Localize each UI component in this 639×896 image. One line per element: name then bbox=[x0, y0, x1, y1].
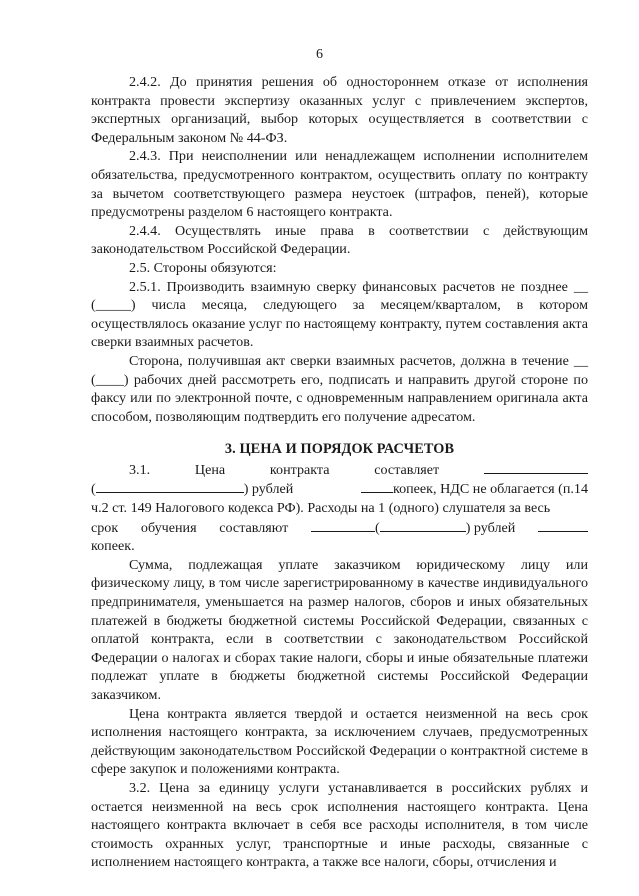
paren-open: ( bbox=[374, 519, 380, 536]
price-line-1 bbox=[91, 460, 588, 480]
paragraph-reconciliation: Сторона, получившая акт сверки взаимных расчетов, должна в течение __ (____) рабочих дней рассмотреть его, подписать и направить другой стороне по факсу или по электронной почте, с одновременным направлением оригинала акта способом, позволяющим подтвердить его получение адресатом. bbox=[91, 352, 588, 425]
paragraph-3-2: 3.2. Цена за единицу услуги устанавливается в российских рублях и остается неизменной на весь срок исполнения настоящего контракта. Цена настоящего контракта включает в себя все расходы исполнителя, в том числе стоимость охранных услуг, транспортные и иные расходы, связанные с исполнением настоящего контракта, а также все налоги, сборы, отчисления и bbox=[91, 779, 588, 871]
document-body bbox=[91, 73, 588, 872]
paragraph-2-4-4: 2.4.4. Осуществлять иные права в соответствии с действующим законодательством Российской Федерации. bbox=[91, 222, 588, 258]
price-line-3 bbox=[91, 499, 588, 518]
blank-field bbox=[380, 518, 466, 532]
section-3-heading: 3. ЦЕНА И ПОРЯДОК РАСЧЕТОВ bbox=[224, 441, 455, 458]
blank-field bbox=[311, 518, 375, 532]
blank-field bbox=[484, 460, 588, 474]
word-contract: контракта bbox=[269, 461, 330, 478]
word-training: обучения bbox=[140, 519, 197, 536]
paragraph-sum: Сумма, подлежащая уплате заказчиком юридическому лицу или физическому лицу, в том числе зарегистрированному в качестве индивидуального предпринимателя, уменьшается на размер налогов, сборов и иных обязательных платежей в бюджеты бюджетной системы Российской Федерации, связанных с оплатой контракта, если в соответствии с законодательством Российской Федерации о налогах и сборах такие налоги, сборы и иные обязательные платежи подлежат уплате в бюджеты бюджетной системы Российской Федерации заказчиком. bbox=[91, 556, 588, 703]
paragraph-2-5: 2.5. Стороны обязуются: bbox=[129, 259, 277, 276]
page-number: 6 bbox=[316, 47, 323, 62]
price-text-2b bbox=[361, 479, 588, 499]
paragraph-2-4-3: 2.4.3. При неисполнении или ненадлежащем исполнении исполнителем обязательства, предусмотренного контрактом, осуществить оплату по контракту за вычетом соответствующего размера неустоек (штрафов, пеней), которые предусмотрены разделом 6 настоящего контракта. bbox=[91, 148, 588, 221]
blank-field bbox=[96, 479, 244, 493]
paragraph-2-5-1: 2.5.1. Производить взаимную сверку финансовых расчетов не позднее __ (_____) числа месяца, следующего за месяцем/кварталом, в котором осуществлялось оказание услуг по настоящему контракту, путем составления акта сверки взаимных расчетов. bbox=[91, 278, 588, 351]
blank-field bbox=[361, 479, 393, 493]
word-price: Цена bbox=[194, 461, 226, 478]
paren-open: ( bbox=[91, 481, 96, 498]
price-line-2 bbox=[91, 479, 588, 499]
rubles-label: ) рублей bbox=[465, 519, 516, 536]
price-line-5: копеек. bbox=[91, 538, 135, 555]
blank-field bbox=[538, 518, 588, 532]
paragraph-fixed-price: Цена контракта является твердой и остается неизменной на весь срок исполнения настоящего контракта, за исключением случаев, предусмотренных действующим законодательством Российской Федерации о контрактной системе в сфере закупок и положениями контракта. bbox=[91, 705, 588, 778]
paragraph-2-4-2: 2.4.2. До принятия решения об одностороннем отказе от исполнения контракта провести экспертизу оказанных услуг с привлечением экспертов, экспертных организаций, выбор которых осуществляется в соответствии с Федеральным законом № 44-ФЗ. bbox=[91, 74, 588, 146]
word-term: срок bbox=[91, 519, 119, 536]
clause-number: 3.1. bbox=[129, 461, 151, 478]
cost-per-listener bbox=[311, 518, 515, 538]
price-text-2 bbox=[91, 479, 293, 499]
price-line-4 bbox=[91, 518, 588, 538]
tax-code-text: ч.2 ст. 149 Налогового кодекса РФ). Расходы на 1 (одного) слушателя за весь bbox=[91, 500, 551, 517]
word-amounts: составляют bbox=[219, 519, 289, 536]
rubles-label: ) рублей bbox=[243, 481, 294, 498]
word-amounts: составляет bbox=[374, 461, 440, 478]
kopecks-vat-label: копеек, НДС не облагается (п.14 bbox=[392, 481, 588, 498]
